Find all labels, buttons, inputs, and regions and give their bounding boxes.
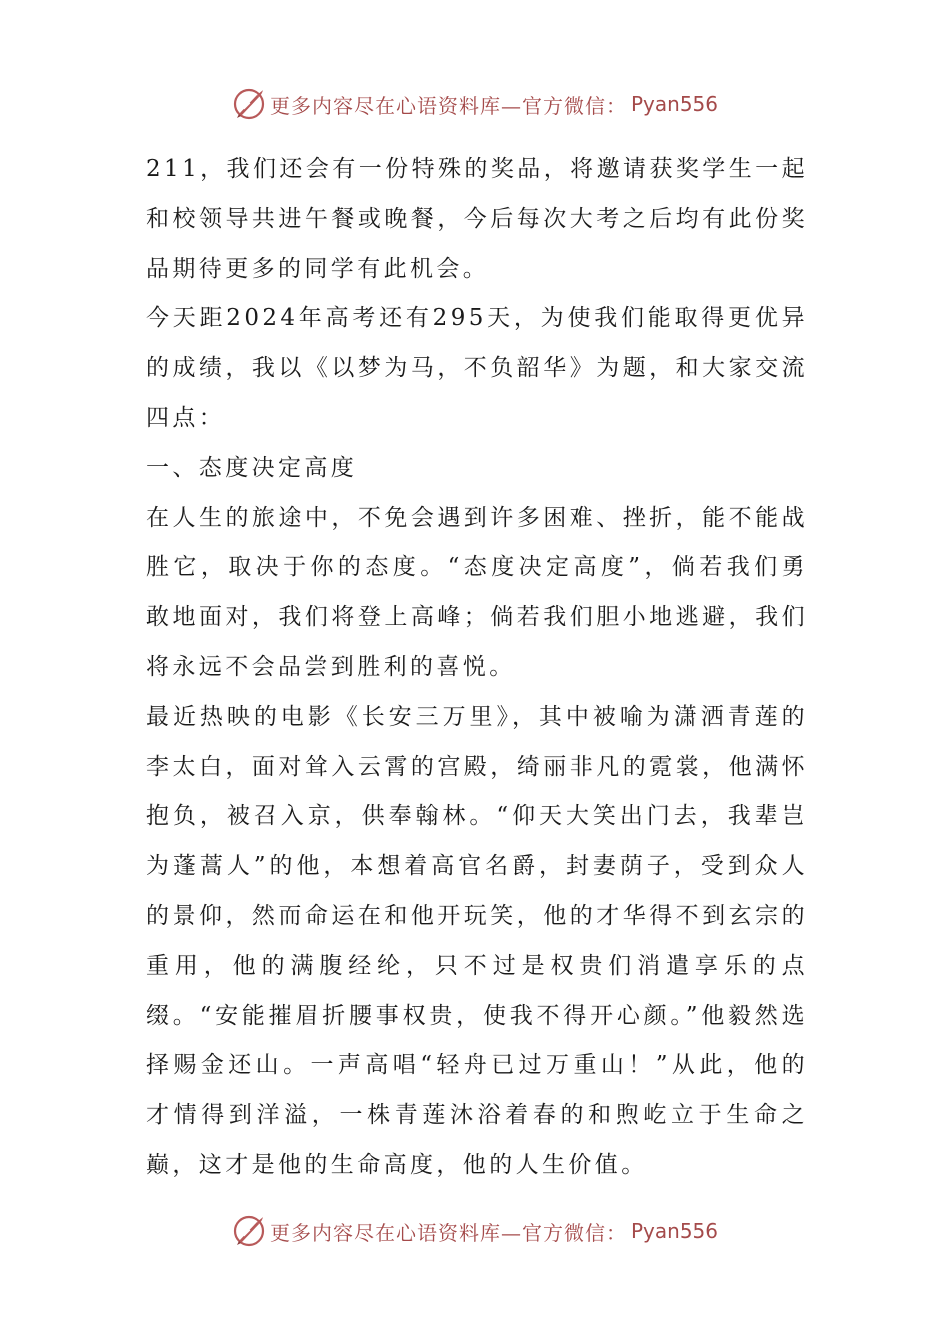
paragraph: 在人生的旅途中，不免会遇到许多困难、挫折，能不能战胜它，取决于你的态度。“态度决定高度”，倘若我们勇敢地面对，我们将登上高峰；倘若我们胆小地逃避，我们将永远不会品尝到胜利的喜悦。 (146, 504, 808, 680)
header-wechat-id: Pyan556 (630, 92, 718, 116)
section-heading: 一、态度决定高度 (146, 454, 358, 481)
header-banner-text: 更多内容尽在心语资料库—官方微信： (269, 93, 627, 118)
paragraph: 211，我们还会有一份特殊的奖品，将邀请获奖学生一起和校领导共进午餐或晚餐，今后每次大考之后均有此份奖品期待更多的同学有此机会。 (146, 156, 808, 282)
footer-wechat-id: Pyan556 (630, 1219, 718, 1243)
footer-banner (0, 1211, 950, 1251)
paragraph: 今天距2024年高考还有295天，为使我们能取得更优异的成绩，我以《以梦为马，不负韶华》为题，和大家交流四点： (146, 305, 808, 431)
quill-logo-icon (232, 1214, 266, 1248)
footer-banner-text: 更多内容尽在心语资料库—官方微信： (269, 1220, 627, 1245)
paragraph: 最近热映的电影《长安三万里》，其中被喻为潇洒青莲的李太白，面对耸入云霄的宫殿，绮丽非凡的霓裳，他满怀抱负，被召入京，供奉翰林。“仰天大笑出门去，我辈岂为蓬蒿人”的他，本想着高官名爵，封妻荫子，受到众人的景仰，然而命运在和他开玩笑，他的才华得不到玄宗的重用，他的满腹经纶，只不过是权贵们消遣享乐的点缀。“安能摧眉折腰事权贵，使我不得开心颜。”他毅然选择赐金还山。一声高唱“轻舟已过万重山！”从此，他的才情得到洋溢，一株青莲沐浴着春的和煦屹立于生命之巅，这才是他的生命高度，他的人生价值。 (146, 703, 808, 1178)
header-banner (0, 84, 950, 124)
quill-logo-icon (232, 87, 266, 121)
document-body (146, 145, 808, 1191)
